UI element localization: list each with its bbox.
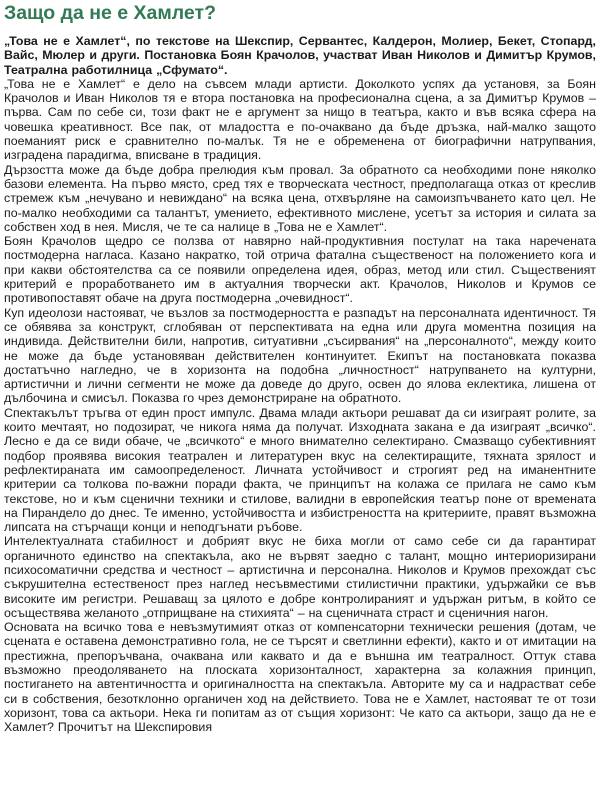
article-paragraph-3: Боян Крачолов щедро се ползва от навярно най-продуктивния постулат на така наречената постмодерна нагласа. Казано накратко, той отрича фатална същественост на положението кога и при какви обстоятелства са се появили определена идея, образ, метод или стил. Същественият критерий е проработването им в актуалния творчески акт. Крачолов, Николов и Крумов се противопоставят обаче на друга постмодерна „очевидност“. [4, 234, 596, 306]
article-paragraph-4: Куп идеолози настояват, че възлов за постмодерността е разпадът на персоналната идентичност. Тя се обявява за конструкт, сглобяван от перспективата на една или друга моментна позиция на индивида. Действителни били, напротив, ситуативни „съсирвания“ на „персоналното“, между които не може да бъде установяван действителен континуитет. Екипът на постановката показва достатъчно нагледно, че в хоризонта на подобна „личностност“ натрупването на културни, артистични и лични сегменти не може да доведе до друго, освен до ялова еклектика, лишена от дълбочина и смисъл. Показва го чрез демонстриране на обратното. [4, 305, 596, 406]
article-title: Защо да не е Хамлет? [4, 2, 216, 24]
article-paragraph-1: „Това не е Хамлет“ е дело на съвсем млади артисти. Доколкото успях да установя, за Боян Крачолов и Иван Николов тя е втора постановка на професионална сцена, а за Димитър Крумов – първа. Сам по себе си, този факт не е аргумент за нищо в театъра, както и във всяка сфера на човешка креативност. Все пак, от младостта е по-очаквано да бъде дръзка, най-малко защото поеманият риск е сравнително по-малък. Тя не е обременена от биографични натрупвания, изградена парадигма, вписване в традиция. [4, 76, 596, 163]
article-paragraph-6: Интелектуалната стабилност и добрият вкус не биха могли от само себе си да гарантират органичното единство на спектакъла, ако не вървят заедно с талант, мощно интериоризирани психосоматични средства и честност – артистична и персонална. Николов и Крумов прехождат със съкрушителна естественост през наглед несъвместими стилистични практики, удържайки се във високите им регистри. Решаващ за цялото е добре контролираният и удържан ритъм, в който се осъществява желаното „отприщване на стихията“ – на сценичната страст и сценичния нагон. [4, 534, 596, 620]
article-paragraph-2: Дързостта може да бъде добра прелюдия към провал. За обратното са необходими поне няколко базови елемента. На първо място, сред тях е творческата честност, предполагаща отказ от креслив стремеж към „нечувано и невиждано“ на всяка цена, отхвърляне на самоизпъчването като цел. Не по-малко необходими са талантът, умението, ефективното мислене, усетът за история и силата за собствен ход в нея. Мисля, че те са налице в „Това не е Хамлет“. [4, 162, 596, 234]
article-paragraph-5: Спектакълът тръгва от един прост импулс. Двама млади актьори решават да си изиграят ролите, за които мечтаят, но подозират, че никога няма да получат. Изходната закана е да изиграят „всичко“. Лесно е да се види обаче, че „всичкото“ е много внимателно селектирано. Смазващо субективният подбор проявява високия театрален и литературен вкус на селектиращите, тяхната зрялост и рефлектираната им самоопределеност. Личната устойчивост и строгият ред на иманентните критерии са толкова по-важни поради факта, че принципът на колажа се прилага не само към текстове, но и към сценични техники и стилове, валидни в европейския театър поне от времената на Пирандело до днес. Те именно, устойчивостта и избистреността на критериите, правят възможна липсата на стърчащи конци и неподгънати ръбове. [4, 405, 596, 535]
article-credits-paragraph: „Това не е Хамлет“, по текстове на Шекспир, Сервантес, Калдерон, Молиер, Бекет, Стопард, Вайс, Мюлер и други. Постановка Боян Крачолов, участват Иван Николов и Димитър Крумов, Театрална работилница „Сфумато“. [4, 34, 596, 77]
article-paragraph-7: Основата на всичко това е невъзмутимият отказ от компенсаторни технически решения (дотам, че сцената е оставена демонстративно гола, не се търсят и светлинни ефекти), както и от имитации на престижна, препоръчвана, очаквана или каквато и да е външна им театралност. Оттук става възможно преодоляването на плоската хоризонталност, характерна за колажния принцип, постигането на автентичността и оригиналността на спектакъла. Авторите му са и надрастват себе си в собствения, безотклонно органичен ход на действието. Това не е Хамлет, настояват те от този хоризонт, това са актьори. Нека ги попитам аз от същия хоризонт: Че като са актьори, защо да не е Хамлет? Прочитът на Шекспировия [4, 620, 596, 735]
